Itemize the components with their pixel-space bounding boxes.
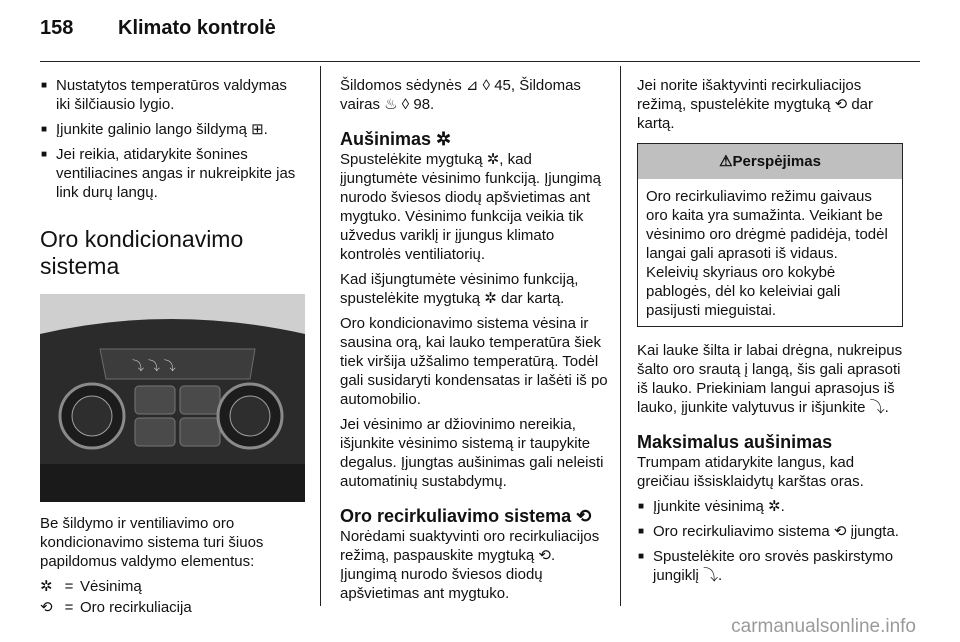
paragraph: Kad išjungtumėte vėsinimo funkciją, spustelėkite mygtuką ✲ dar kartą. bbox=[340, 271, 579, 307]
legend-label: Vėsinimą bbox=[80, 578, 142, 595]
column-divider bbox=[620, 66, 621, 606]
warning-text: Oro recirkuliavimo režimu gaivaus oro kaita yra sumažinta. Veikiant be vėsinimo oro drėgmė padidėja, todėl langai gali aprasoti iš vidaus. Keleivių skyriaus oro kokybė pablogės, dėl ko keleiviai gali pasijusti mieguistai. bbox=[646, 188, 888, 319]
list-item: ■ Jei reikia, atidarykite šonines ventiliacines angas ir nukreipkite jas link durų langų. bbox=[40, 145, 305, 202]
paragraph: Oro kondicionavimo sistema vėsina ir sausina orą, kai lauko temperatūra šiek tiek viršija užšalimo temperatūrą. Todėl gali susidaryti kondensatas ir lašėti iš po automobilio. bbox=[340, 315, 608, 408]
bullet-list bbox=[637, 497, 903, 585]
section-heading: Oro kondicionavimo sistema bbox=[40, 226, 244, 279]
page-header bbox=[0, 0, 960, 62]
heading-cooling: Aušinimas ✲ bbox=[340, 129, 452, 149]
watermark: carmanualsonline.info bbox=[731, 616, 916, 637]
paragraph: Kai lauke šilta ir labai drėgna, nukreipus šalto oro srautą į langą, šis gali aprasoti iš lauko. Priekiniam langui aprasojus iš lauko, įjunkite valytuvus ir išjunkite ⤵. bbox=[637, 342, 903, 416]
legend-equals: = bbox=[64, 599, 74, 616]
list-item: ■ Įjunkite vėsinimą ✲. bbox=[637, 497, 903, 516]
list-item: ■ Spustelėkite oro srovės paskirstymo jungiklį ⤵. bbox=[637, 547, 903, 585]
legend-row bbox=[40, 577, 305, 596]
paragraph: Jei vėsinimo ar džiovinimo nereikia, išjunkite vėsinimo sistemą ir taupykite degalus. Įjungtas aušinimas gali neleisti automatinių sustabdymų. bbox=[340, 416, 604, 490]
warning-box bbox=[637, 143, 903, 327]
legend-label: Oro recirkuliacija bbox=[80, 599, 192, 616]
column-1 bbox=[40, 76, 305, 619]
paragraph: Trumpam atidarykite langus, kad greičiau išsisklaidytų karštas oras. bbox=[637, 454, 864, 490]
list-item: ■ Oro recirkuliavimo sistema ⟲ įjungta. bbox=[637, 522, 903, 541]
paragraph: Norėdami suaktyvinti oro recirkuliacijos režimą, paspauskite mygtuką ⟲. Įjungimą nurodo šviesos diodų apšvietimas ant mygtuko. bbox=[340, 528, 600, 602]
heading-recirculation: Oro recirkuliavimo sistema ⟲ bbox=[340, 506, 592, 526]
page-number: 158 bbox=[40, 17, 74, 39]
cross-reference-text: Šildomos sėdynės ⊿ ◊ 45, Šildomas vairas ♨ ◊ 98. bbox=[340, 77, 581, 113]
column-2 bbox=[340, 76, 608, 609]
snowflake-icon: ✲ bbox=[40, 578, 53, 595]
paragraph: Spustelėkite mygtuką ✲, kad įjungtumėte vėsinimo funkciją. Įjungimą nurodo šviesos diodų apšvietimas ant mygtuko. Vėsinimo funkcija veikia tik užvedus variklį ir įjungus klimato kontrolės ventiliatorių. bbox=[340, 151, 601, 263]
legend bbox=[40, 577, 305, 617]
legend-row bbox=[40, 598, 305, 617]
paragraph: Jei norite išaktyvinti recirkuliacijos režimą, spustelėkite mygtuką ⟲ dar kartą. bbox=[637, 77, 873, 132]
climate-control-panel-photo bbox=[40, 294, 305, 502]
list-item: ■ Įjunkite galinio lango šildymą ⊞. bbox=[40, 120, 305, 139]
header-rule bbox=[40, 61, 920, 62]
heading-max-cooling: Maksimalus aušinimas bbox=[637, 432, 833, 452]
bullet-list bbox=[40, 76, 305, 202]
page-title: Klimato kontrolė bbox=[118, 17, 276, 39]
list-item: ■ Nustatytos temperatūros valdymas iki šilčiausio lygio. bbox=[40, 76, 305, 114]
intro-text: Be šildymo ir ventiliavimo oro kondicionavimo sistema turi šiuos papildomus valdymo elementus: bbox=[40, 515, 264, 570]
column-divider bbox=[320, 66, 321, 606]
svg-text:⤵ ⤵ ⤵: ⤵ ⤵ ⤵ bbox=[132, 359, 176, 373]
column-3 bbox=[637, 76, 903, 591]
recirculation-icon: ⟲ bbox=[40, 599, 53, 616]
warning-title: ⚠Perspėjimas bbox=[638, 144, 902, 179]
control-panel-illustration bbox=[40, 294, 305, 502]
legend-equals: = bbox=[64, 578, 74, 595]
